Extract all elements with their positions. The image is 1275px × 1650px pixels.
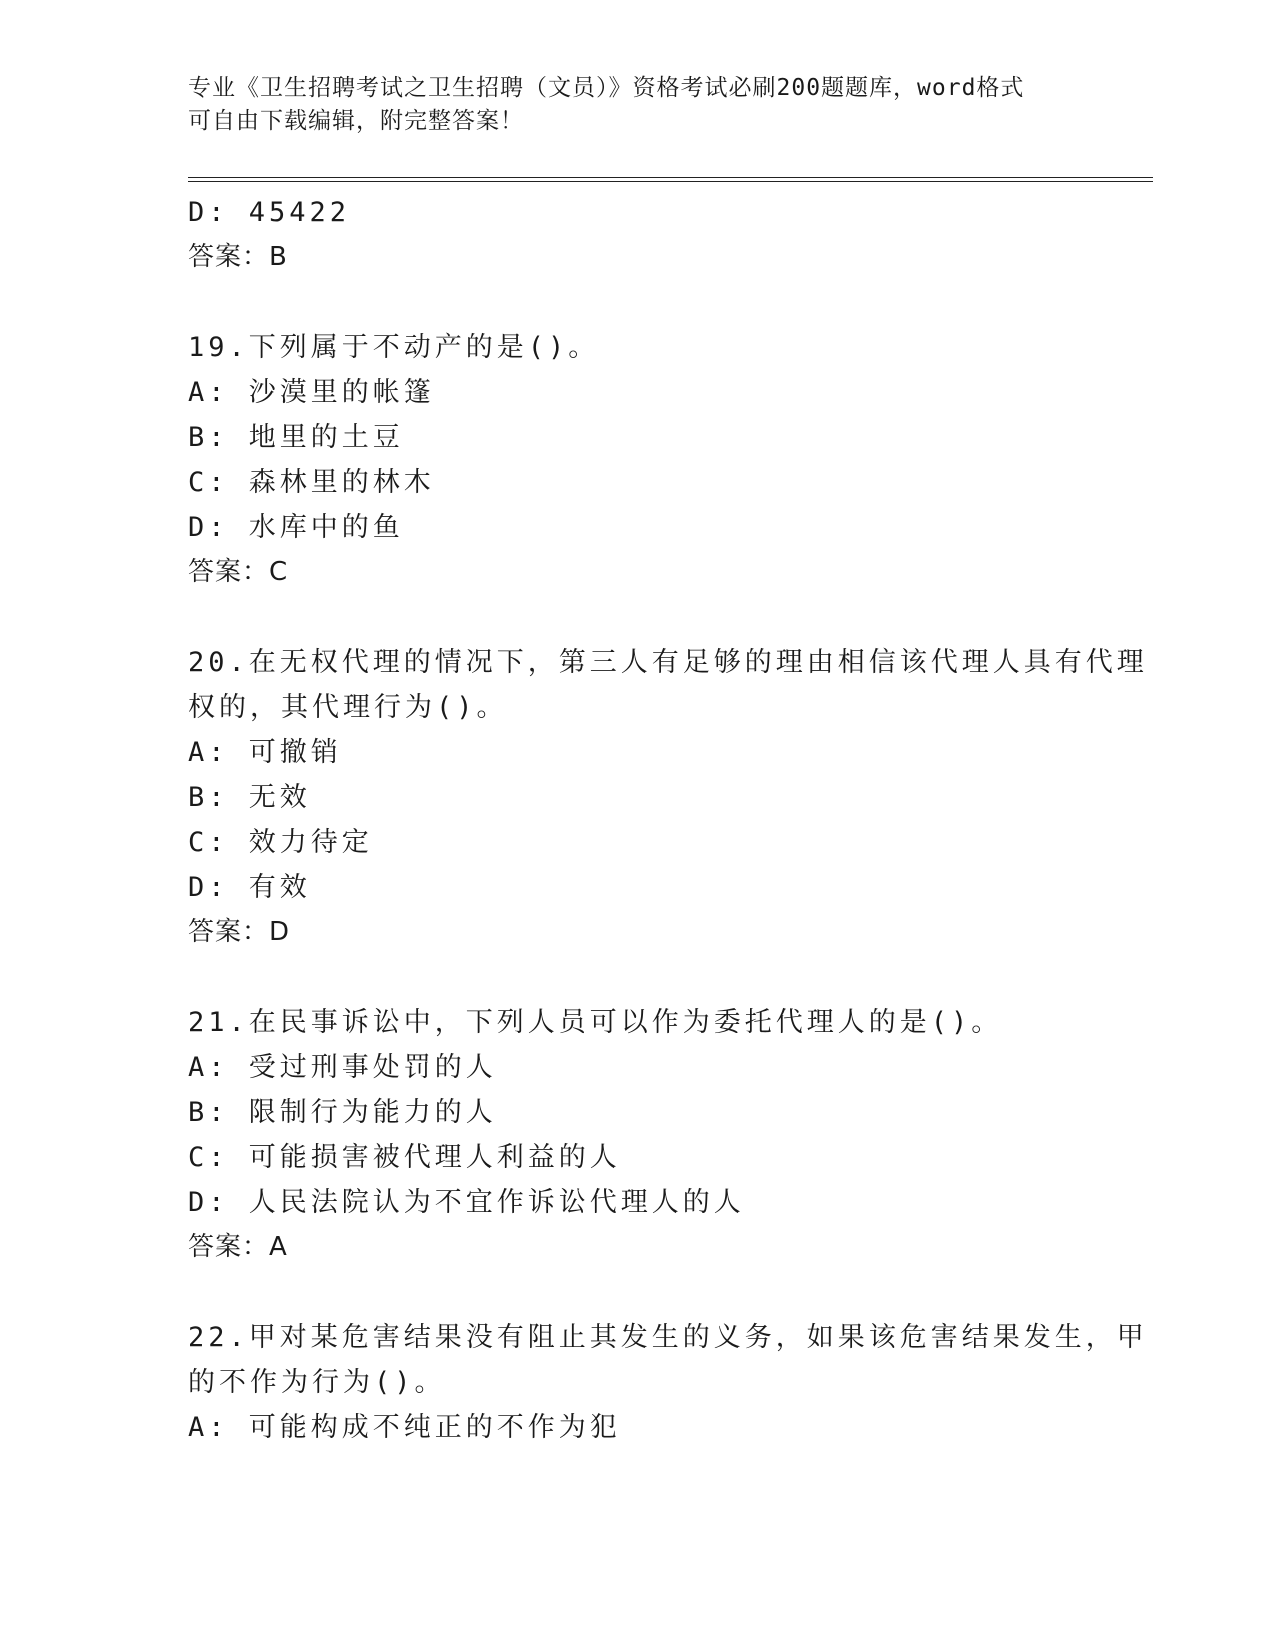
- option-b: B: 限制行为能力的人: [188, 1097, 497, 1128]
- question-stem: 19.下列属于不动产的是()。: [188, 332, 600, 363]
- question-stem: 22.甲对某危害结果没有阻止其发生的义务，如果该危害结果发生，甲: [188, 1322, 1148, 1353]
- option-a: A: 受过刑事处罚的人: [188, 1052, 497, 1083]
- option-d: D: 45422: [188, 197, 351, 228]
- answer-line: 答案：B: [188, 242, 288, 272]
- question-stem: 20.在无权代理的情况下，第三人有足够的理由相信该代理人具有代理: [188, 647, 1148, 678]
- answer-line: 答案：D: [188, 917, 291, 947]
- option-a: A: 可撤销: [188, 737, 342, 768]
- option-a: A: 可能构成不纯正的不作为犯: [188, 1412, 621, 1443]
- spacer: [188, 955, 1088, 1000]
- header-line-1: 专业《卫生招聘考试之卫生招聘（文员）》资格考试必刷200题题库，word格式: [188, 75, 1025, 101]
- option-d: D: 水库中的鱼: [188, 512, 404, 543]
- question-list: [188, 190, 1148, 1450]
- question-stem: 21.在民事诉讼中，下列人员可以作为委托代理人的是()。: [188, 1007, 1003, 1038]
- question-block: [188, 1315, 1148, 1450]
- question-block: [188, 1000, 1088, 1270]
- answer-line: 答案：C: [188, 557, 289, 587]
- spacer: [188, 1270, 1088, 1315]
- option-c: C: 可能损害被代理人利益的人: [188, 1142, 621, 1173]
- answer-line: 答案：A: [188, 1232, 288, 1262]
- option-a: A: 沙漠里的帐篷: [188, 377, 435, 408]
- question-block: [188, 640, 1148, 955]
- question-stem-continued: 的不作为行为()。: [188, 1367, 446, 1398]
- option-d: D: 人民法院认为不宜作诉讼代理人的人: [188, 1187, 745, 1218]
- spacer: [188, 595, 1088, 640]
- header-line-2: 可自由下载编辑，附完整答案！: [188, 108, 524, 134]
- option-b: B: 地里的土豆: [188, 422, 404, 453]
- option-b: B: 无效: [188, 782, 311, 813]
- question-stem-continued: 权的，其代理行为()。: [188, 692, 508, 723]
- question-block: [188, 325, 1088, 595]
- option-d: D: 有效: [188, 872, 311, 903]
- option-c: C: 效力待定: [188, 827, 373, 858]
- header-divider-top: [188, 177, 1153, 178]
- header-divider-bottom: [188, 181, 1153, 182]
- option-c: C: 森林里的林木: [188, 467, 435, 498]
- document-header: [188, 72, 1088, 138]
- spacer: [188, 280, 1088, 325]
